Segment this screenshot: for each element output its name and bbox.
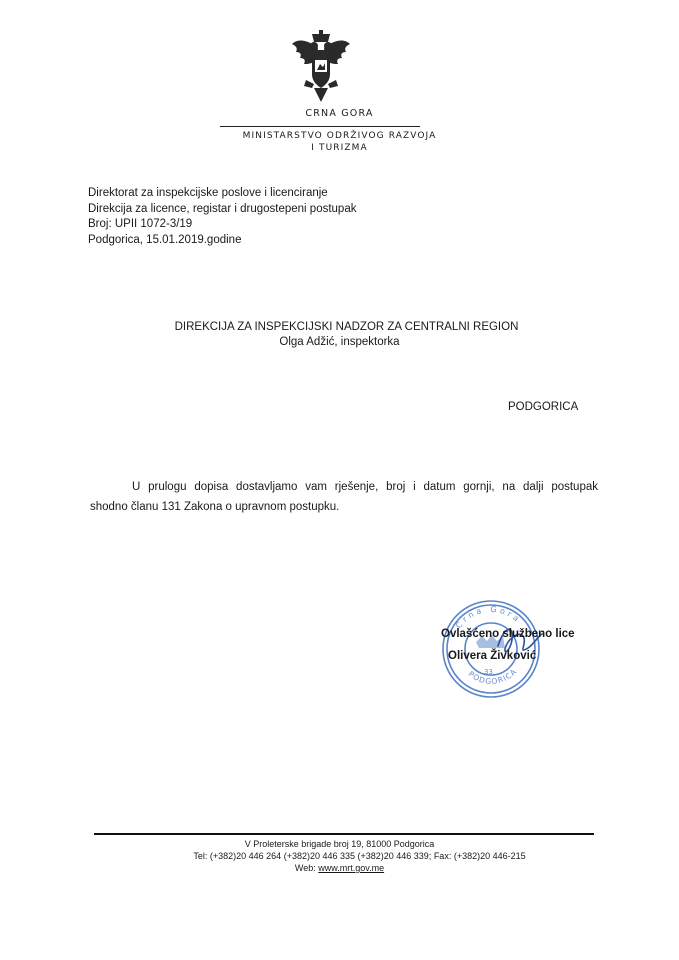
body-line-1: U prulogu dopisa dostavljamo vam rješenje, broj i datum gornji, na dalji postupak xyxy=(132,481,598,493)
ministry-name-line2: I TURIZMA xyxy=(311,143,368,153)
coat-of-arms-icon xyxy=(290,30,352,112)
recipient-block xyxy=(0,320,679,350)
document-number: Broj: UPII 1072-3/19 xyxy=(88,218,193,230)
stamp-city-text: PODGORICA xyxy=(466,666,519,686)
ministry-name-line1: MINISTARSTVO ODRŽIVOG RAZVOJA xyxy=(242,131,437,141)
body-line-2: shodno članu 131 Zakona o upravnom postupku. xyxy=(90,501,340,513)
sender-block xyxy=(88,186,356,248)
signatory-title: Ovlašćeno službeno lice xyxy=(441,628,575,640)
footer-divider xyxy=(94,833,594,835)
sender-directorate-unit: Direkcija za licence, registar i drugostepeni postupak xyxy=(88,202,357,215)
stamp-number: 33 xyxy=(484,668,493,676)
ministry-name xyxy=(0,130,679,154)
sender-directorate: Direktorat za inspekcijske poslove i licenciranje xyxy=(88,187,328,199)
signatory-name: Olivera Živković xyxy=(448,650,537,662)
footer xyxy=(0,838,679,874)
stamp-top-text: Crna Gora xyxy=(454,604,523,631)
footer-phones: Tel: (+382)20 446 264 (+382)20 446 335 (+382)20 446 339; Fax: (+382)20 446-215 xyxy=(193,851,526,861)
document-date: Podgorica, 15.01.2019.godine xyxy=(88,233,242,246)
footer-address: V Proleterske brigade broj 19, 81000 Podgorica xyxy=(244,839,435,849)
footer-web-label: Web: xyxy=(294,863,319,873)
letter-body xyxy=(90,477,598,517)
footer-web xyxy=(0,862,679,874)
country-name: CRNA GORA xyxy=(305,108,374,119)
header-divider xyxy=(220,126,420,127)
website-link[interactable]: www.mrt.gov.me xyxy=(318,863,385,873)
recipient-institution: DIREKCIJA ZA INSPEKCIJSKI NADZOR ZA CENTRALNI REGION xyxy=(174,321,519,333)
recipient-person: Olga Adžić, inspektorka xyxy=(279,336,400,348)
recipient-city: PODGORICA xyxy=(508,401,579,413)
